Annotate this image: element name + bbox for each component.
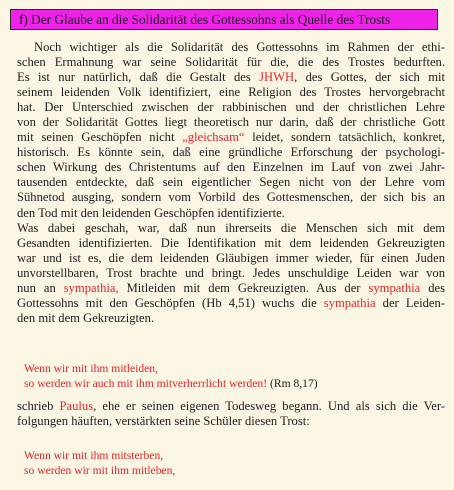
- quote-1-line-1: Wenn wir mit ihm mitleiden,: [24, 362, 158, 375]
- text-run: Gottessohns mit den Geschöpfen (Hb 4,51) wuchs die: [17, 296, 324, 311]
- p1-line: [17, 100, 445, 115]
- highlighted-term: sympathia,: [63, 281, 119, 296]
- p2-line: [17, 266, 445, 281]
- p2-line: [17, 296, 445, 311]
- highlighted-term: JHWH: [259, 70, 295, 85]
- p1-line: [17, 70, 445, 85]
- p2-line: [17, 281, 445, 296]
- text-run: Was dabei geschah, war, daß nun ihrerseits die Menschen sich mit dem: [17, 221, 445, 235]
- p1-line: [17, 145, 445, 160]
- p2-line: [17, 251, 445, 266]
- p1-line: [17, 175, 445, 190]
- text-run: Noch wichtiger als die Solidarität des Gottessohns im Rahmen der ethi-: [34, 40, 445, 54]
- text-run: Mitleiden mit dem Gekreuzigten. Aus der: [118, 281, 369, 296]
- text-run: mit seinen Geschöpfen nicht: [17, 130, 183, 145]
- text-run: Sühnetod ausging, sondern vom Vorbild des Gottesmenschen, der sich bis an: [17, 190, 445, 205]
- p1-line: [17, 85, 445, 100]
- text-run: seinem leidenden Volk identifiziert, eine Religion des Trostes hervorgebracht: [17, 85, 445, 100]
- p2-line: [17, 221, 445, 236]
- highlighted-term: Paulus: [59, 399, 94, 413]
- text-run: , des Gottes, der sich mit: [294, 70, 445, 85]
- quote-2-line-1: Wenn wir mit ihm mitsterben,: [24, 449, 164, 462]
- quote-romans: [24, 361, 424, 391]
- text-run: hat. Der Unterschied zwischen der rabbinischen und der christlichen Lehre: [17, 100, 445, 115]
- p1-line: [17, 190, 445, 205]
- quote-disciples: [24, 448, 424, 478]
- text-run: war und ist es, die dem leidenden Gläubigen immer wieder, für einen Juden: [17, 251, 445, 266]
- p1-line: [17, 55, 445, 70]
- p2-line: [17, 236, 445, 251]
- paragraph-1: [17, 40, 445, 221]
- text-run: des: [420, 281, 445, 296]
- text-run: den mit dem Gekreuzigten.: [17, 311, 155, 326]
- p1-line: [17, 130, 445, 145]
- highlighted-term: „gleichsam“: [182, 130, 245, 145]
- text-run: den Tod mit den leidenden Geschöpfen identifizierte.: [17, 205, 285, 220]
- paragraph-3: [17, 399, 445, 429]
- p1-line: [17, 206, 445, 221]
- highlighted-term: sympathia: [323, 296, 376, 311]
- quote-2-line-2: so werden wir mit ihm mitleben,: [24, 464, 176, 477]
- text-run: Gesandten identifizierten. Die Identifikation mit dem leidenden Gekreuzigten: [17, 236, 445, 251]
- text-run: tausenden entdeckte, daß sein eigentlicher Segen nicht von der Lehre vom: [17, 175, 445, 190]
- quote-1-line-2: so werden wir auch mit ihm mitverherrlicht werden! (Rm 8,17): [24, 377, 318, 390]
- p1-line: [17, 160, 445, 175]
- text-run: leidet, sondern tatsächlich, konkret,: [244, 130, 445, 145]
- p1-line: [17, 40, 445, 55]
- text-run: folgungen häuften, verstärkten seine Schüler diesen Trost:: [17, 414, 310, 429]
- text-run: schen Ermahnung war seine Solidarität für die, die des Trostes bedurften.: [17, 55, 445, 70]
- text-run: Es ist nur natürlich, daß die Gestalt des: [17, 70, 260, 85]
- p2-line: [17, 311, 445, 326]
- quote-reference: (Rm 8,17): [267, 377, 318, 390]
- text-run: von der Solidarität Gottes liegt theoretisch nur darin, daß der christliche Gott: [17, 115, 445, 130]
- text-run: historisch. Es könnte sein, daß eine gründliche Erforschung der psychologi-: [17, 145, 445, 160]
- p1-line: [17, 115, 445, 130]
- paragraph-2: [17, 221, 445, 326]
- text-run: der Leiden-: [375, 296, 445, 311]
- text-run: nun an: [17, 281, 64, 296]
- text-run: , ehe er seinen eigenen Todesweg begann. Und als sich die Ver-: [93, 399, 445, 413]
- highlighted-term: sympathia: [368, 281, 421, 296]
- text-run: schrieb: [17, 399, 60, 413]
- section-heading: f) Der Glaube an die Solidarität des Gottessohns als Quelle des Trosts: [10, 9, 438, 30]
- p3-line: [17, 399, 445, 414]
- text-run: schen Wirkung des Christentums auf den Einzelnen im Lauf von zwei Jahr-: [17, 160, 445, 175]
- p3-line: [17, 414, 445, 429]
- text-run: unvorstellbaren, Trost brachte und bringt. Jedes unschuldige Leiden war von: [17, 266, 445, 281]
